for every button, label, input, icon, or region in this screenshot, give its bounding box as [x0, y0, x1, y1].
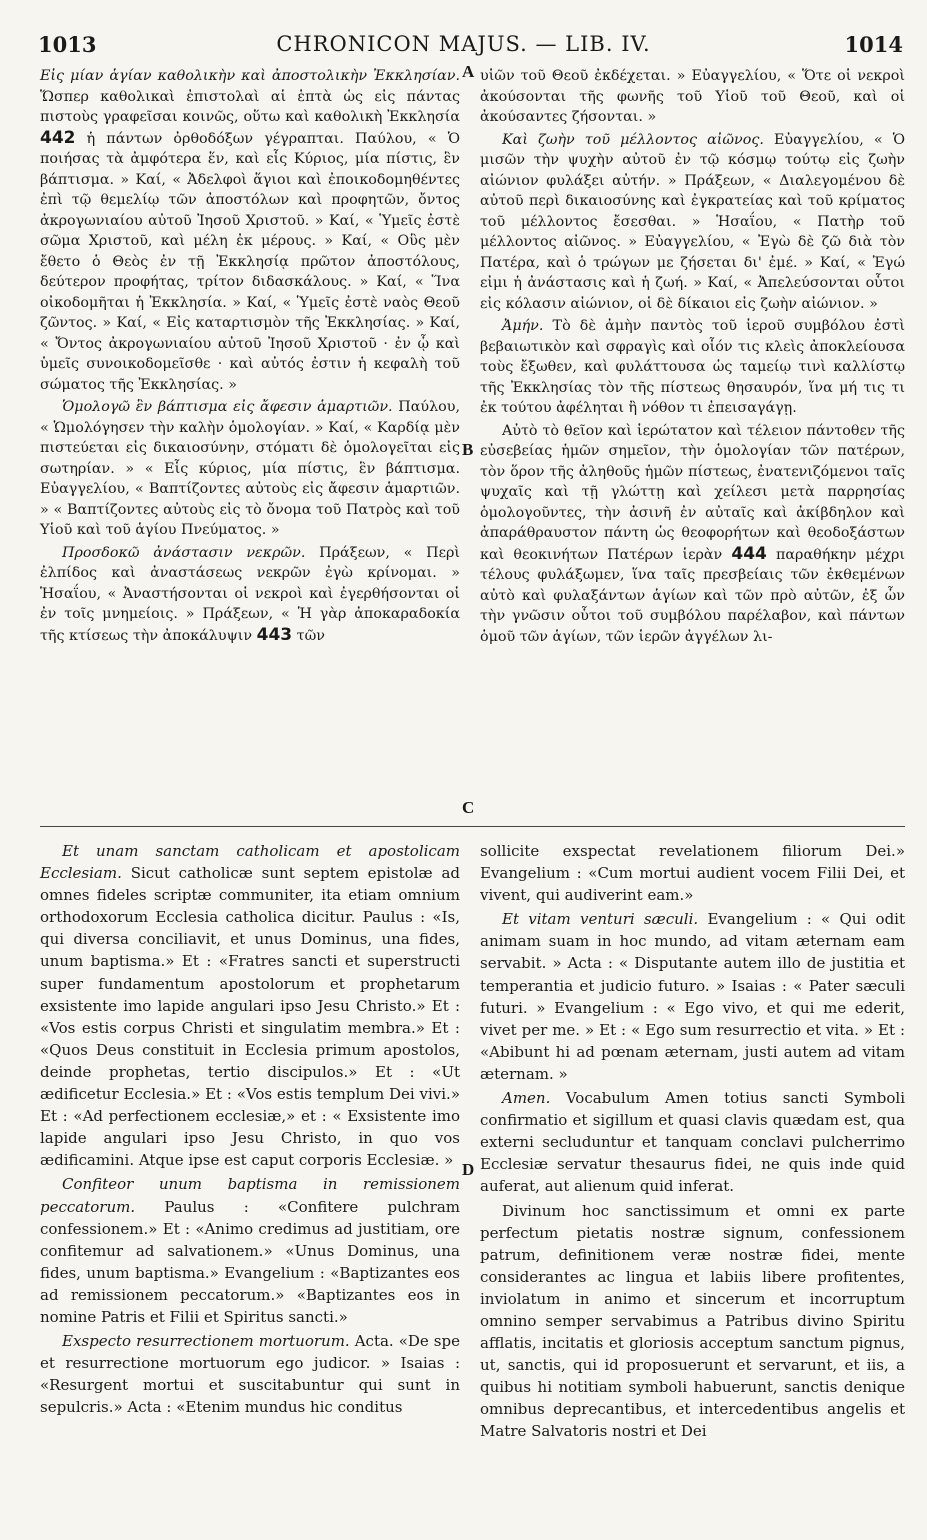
running-title: CHRONICON MAJUS. — LIB. IV.: [276, 32, 651, 56]
paragraph-text: Divinum hoc sanctissimum et omni ex parte perfectum pietatis nostræ signum, confessionem patrum, definitionem veræ nostræ fidei, mente considerantes ac lingua et labiis libere profitentes, inviolatum in animo et sincerum et incorruptum omnino semper servabimus a Patribus divino Spiritu afflatis, incitatis et gloriosis acceptum sanctum pignus, ut, sanctis, qui id proposuerunt et servarunt, et iis, a quibus hi notitiam symboli habuerunt, sanctis denique omnibus deprecantibus, et intercedentibus angelis et Matre Salvatoris nostri et Dei: [480, 1201, 905, 1441]
margin-letter-b: B: [462, 440, 474, 459]
paragraph: [40, 1330, 460, 1418]
marginal-number: 443: [256, 624, 293, 645]
paragraph-text: Sicut catholicæ sunt septem epistolæ ad omnes fideles scriptæ communiter, ita etiam omnium orthodoxorum Ecclesia catholica dicitur. Paulus : «Is, qui diversa conciliavit, et unus Dominus, una fides, unum baptisma.» Et : «Fratres sancti et superstructi super fundamentum apostolorum et prophetarum exsistente imo lapide angulari ipso Jesu Christo.» Et : «Vos estis corpus Christi et singulatim membra.» Et : «Quos Deus constituit in Ecclesia primum apostolos, deinde prophetas, tertio discipulos.» Et : «Ut ædificetur Ecclesia.» Et : «Vos estis templum Dei vivi.» Et : «Ad perfectionem ecclesiæ,» et : « Exsistente imo lapide angulari ipso Jesu Christo, in quo vos ædificamini. Atque ipse est caput corporis Ecclesiæ. »: [40, 864, 460, 1170]
paragraph: [480, 1200, 905, 1443]
paragraph-text: Ὥσπερ καθολικαὶ ἐπιστολαὶ αἱ ἑπτὰ ὡς εἰς πάντας πιστοὺς γραφεῖσαι κοινῶς, οὕτω καὶ καθολικὴ Ἐκκλησία: [40, 88, 460, 125]
latin-column-right: [480, 840, 905, 1443]
left-page-number: 1013: [38, 32, 97, 57]
paragraph: [480, 908, 905, 1085]
lemma: Ὁμολογῶ ἓν βάπτισμα εἰς ἄφεσιν ἁμαρτιῶν.: [62, 399, 393, 415]
paragraph: [40, 543, 460, 647]
lemma: Προσδοκῶ ἀνάστασιν νεκρῶν.: [62, 544, 306, 561]
paragraph: [480, 130, 905, 315]
column-divider: [40, 826, 905, 827]
paragraph-text: Acta. «De spe et resurrectione mortuorum ego judicor. » Isaias : «Resurgent mortui et suscitabuntur qui sunt in sepulcris.» Acta : «Etenim mundus hic conditus: [40, 1332, 460, 1417]
margin-letter-c: C: [462, 798, 475, 817]
paragraph: [40, 66, 460, 395]
margin-letter-d: D: [462, 1160, 475, 1179]
running-header: [0, 0, 927, 60]
lemma: Ἀμήν.: [502, 318, 544, 334]
greek-column-left: [40, 66, 460, 646]
paragraph-text: Εὐαγγελίου, « Ὁ μισῶν τὴν ψυχὴν αὐτοῦ ἐν τῷ κόσμῳ τούτῳ εἰς ζωὴν αἰώνιον φυλάξει αὐτήν. » Πράξεων, « Διαλεγομένου δὲ αὐτοῦ περὶ δικαιοσύνης καὶ ἐγκρατείας καὶ τοῦ κρίματος τοῦ μέλλοντος ἔσεσθαι. » Ἡσαΐου, « Πατὴρ τοῦ μέλλοντος αἰῶνος. » Εὐαγγελίου, « Ἐγὼ δὲ ζῶ διὰ τὸν Πατέρα, καὶ ὁ τρώγων με ζήσεται δι' ἐμέ. » Καί, « Ἐγώ εἰμι ἡ ἀνάστασις καὶ ἡ ζωή. » Καί, « Ἀπελεύσονται οὗτοι εἰς κόλασιν αἰώνιον, οἱ δὲ δίκαιοι εἰς ζωὴν αἰώνιον. »: [480, 131, 905, 312]
lemma: Confiteor unum baptisma in remissionem peccatorum.: [40, 1175, 460, 1216]
lemma: Exspecto resurrectionem mortuorum.: [62, 1332, 350, 1351]
paragraph: [40, 397, 460, 541]
paragraph: [480, 1087, 905, 1197]
paragraph: [40, 840, 460, 1171]
paragraph-text: Παύλου, « Ὡμολόγησεν τὴν καλὴν ὁμολογίαν. » Καί, « Καρδίᾳ μὲν πιστεύεται εἰς δικαιοσύνην, στόματι δὲ ὁμολογεῖται εἰς σωτηρίαν. » « Εἷς κύριος, μία πίστις, ἓν βάπτισμα. Εὐαγγελίου, « Βαπτίζοντες αὐτοὺς εἰς ἄφεσιν ἁμαρτιῶν. » « Βαπτίζοντες αὐτοὺς εἰς τὸ ὄνομα τοῦ Πατρὸς καὶ τοῦ Υἱοῦ καὶ τοῦ ἁγίου Πνεύματος. »: [40, 399, 460, 538]
paragraph-text: ἡ πάντων ὀρθοδόξων γέγραπται. Παύλου, « Ὁ ποιήσας τὰ ἀμφότερα ἕν, καὶ εἷς Κύριος, μία πίστις, ἓν βάπτισμα. » Καί, « Ἀδελφοὶ ἅγιοι καὶ ἐποικοδομηθέντες ἐπὶ τῷ θεμελίῳ τῶν ἀποστόλων καὶ προφητῶν, ὄντος ἀκρογωνιαίου αὐτοῦ Ἰησοῦ Χριστοῦ. » Καί, « Ὑμεῖς ἐστὲ σῶμα Χριστοῦ, καὶ μέλη ἐκ μέρους. » Καί, « Οὓς μὲν ἔθετο ὁ Θεὸς ἐν τῇ Ἐκκλησίᾳ πρῶτον ἀποστόλους, δεύτερον προφήτας, τρίτον διδασκάλους. » Καί, « Ἵνα οἰκοδομῆται ἡ Ἐκκλησία. » Καί, « Ὑμεῖς ἐστὲ ναὸς Θεοῦ ζῶντος. » Καί, « Εἰς καταρτισμὸν τῆς Ἐκκλησίας. » Καί, « Ὄντος ἀκρογωνιαίου αὐτοῦ Ἰησοῦ Χριστοῦ · ἐν ᾧ καὶ ὑμεῖς συνοικοδομεῖσθε · καὶ αὐτός ἐστιν ἡ κεφαλὴ τοῦ σώματος τῆς Ἐκκλησίας. »: [40, 130, 460, 393]
latin-column-left: [40, 840, 460, 1418]
lemma: Amen.: [502, 1089, 551, 1108]
paragraph-text: Αὐτὸ τὸ θεῖον καὶ ἱερώτατον καὶ τέλειον πάντοθεν τῆς εὐσεβείας ἡμῶν σημεῖον, τὴν ὁμολογίαν τῶν πατέρων, τὸν ὅρον τῆς ἀληθοῦς ἡμῶν πίστεως, ἐνατενιζόμενοι ταῖς ψυχαῖς καὶ τῇ γλώττῃ καὶ χείλεσι μετὰ παρρησίας ὁμολογοῦντες, τὴν ἀσινῆ ἐν αὐταῖς καὶ ἀκίβδηλον καὶ ἀπαράθραυστον πάντη ὡς θεοφορήτων καὶ θεοδοξάστων καὶ θεοκινήτων Πατέρων ἱερὰν: [480, 422, 905, 563]
paragraph: [480, 316, 905, 419]
marginal-number: 442: [40, 127, 76, 148]
margin-letter-a: A: [462, 62, 475, 81]
paragraph: [480, 421, 905, 648]
paragraph-text: Τὸ δὲ ἀμὴν παντὸς τοῦ ἱεροῦ συμβόλου ἐστὶ βεβαιωτικὸν καὶ σφραγὶς καὶ οἷόν τις κλεὶς ἀποκλείουσα τοὺς ἔξωθεν, καὶ φυλάττουσα ὡς ταμείῳ τινὶ καλλίστῳ τῆς Ἐκκλησίας τὸν τῆς πίστεως θησαυρόν, ἵνα μή τις τι ἐκ τούτου ἀφέληται ἢ νόθον τι ἐπεισαγάγῃ.: [480, 318, 905, 416]
marginal-number: 444: [731, 543, 767, 564]
paragraph-text: Paulus : «Confitere pulchram confessionem.» Et : «Animo credimus ad justitiam, ore confitemur ad salvationem.» «Unus Dominus, una fides, unum baptisma.» Evangelium : «Baptizantes eos ad remissionem peccatorum.» «Baptizantes eos in nomine Patris et Filii et Spiritus sancti.»: [40, 1197, 460, 1326]
paragraph-text: τῶν: [292, 627, 325, 644]
paragraph-text: Vocabulum Amen totius sancti Symboli confirmatio et sigillum et quasi clavis quædam est, qua externi secluduntur et tanquam conclavi pulcherrimo Ecclesiæ servatur thesaurus fidei, ne quis inde quid auferat, aut alienum quid inferat.: [480, 1089, 905, 1196]
paragraph-text: Evangelium : « Qui odit animam suam in hoc mundo, ad vitam æternam eam servabit. » Acta : « Disputante autem illo de justitia et temperantia et judicio futuro. » Isaias : « Pater sæculi futuri. » Evangelium : « Ego vivo, et qui me ederit, vivet per me. » Et : « Ego sum resurrectio et vita. » Et : «Abibunt hi ad pœnam æternam, justi autem ad vitam æternam. »: [480, 910, 905, 1083]
paragraph: [480, 66, 905, 128]
paragraph-text: παραθήκην μέχρι τέλους φυλάξωμεν, ἵνα ταῖς πρεσβείαις τῶν ἐκθεμένων αὐτὸ καὶ φυλαξάντων ἁγίων καὶ τῶν πρὸ αὐτῶν, ἐξ ὧν τὴν γνῶσιν οὗτοι τοῦ συμβόλου παρέλαβον, καὶ πάντων ὁμοῦ τῶν ἁγίων, τῶν ἱερῶν ἀγγέλων λι-: [480, 546, 905, 645]
lemma: Et vitam venturi sæculi.: [502, 910, 699, 929]
paragraph: [480, 840, 905, 906]
paragraph-text: Πράξεων, « Περὶ ἐλπίδος καὶ ἀναστάσεως νεκρῶν ἐγὼ κρίνομαι. » Ἡσαΐου, « Ἀναστήσονται οἱ νεκροὶ καὶ ἐγερθήσονται οἱ ἐν τοῖς μνημείοις. » Πράξεων, « Ἡ γὰρ ἀποκαραδοκία τῆς κτίσεως τὴν ἀποκάλυψιν: [40, 544, 461, 644]
paragraph: [40, 1173, 460, 1328]
right-page-number: 1014: [844, 32, 903, 57]
lemma: Εἰς μίαν ἁγίαν καθολικὴν καὶ ἀποστολικὴν Ἐκκλησίαν.: [40, 68, 460, 84]
paragraph-text: sollicite exspectat revelationem filiorum Dei.» Evangelium : «Cum mortui audient vocem Filii Dei, et vivent, qui audiverint eam.»: [480, 842, 905, 905]
lemma: Et unam sanctam catholicam et apostolicam Ecclesiam.: [40, 842, 460, 883]
lemma: Καὶ ζωὴν τοῦ μέλλοντος αἰῶνος.: [502, 131, 764, 148]
paragraph-text: υἱῶν τοῦ Θεοῦ ἐκδέχεται. » Εὐαγγελίου, « Ὅτε οἱ νεκροὶ ἀκούσονται τῆς φωνῆς τοῦ Υἱοῦ τοῦ Θεοῦ, καὶ οἱ ἀκούσαντες ζήσονται. »: [480, 68, 905, 125]
greek-column-right: [480, 66, 905, 647]
